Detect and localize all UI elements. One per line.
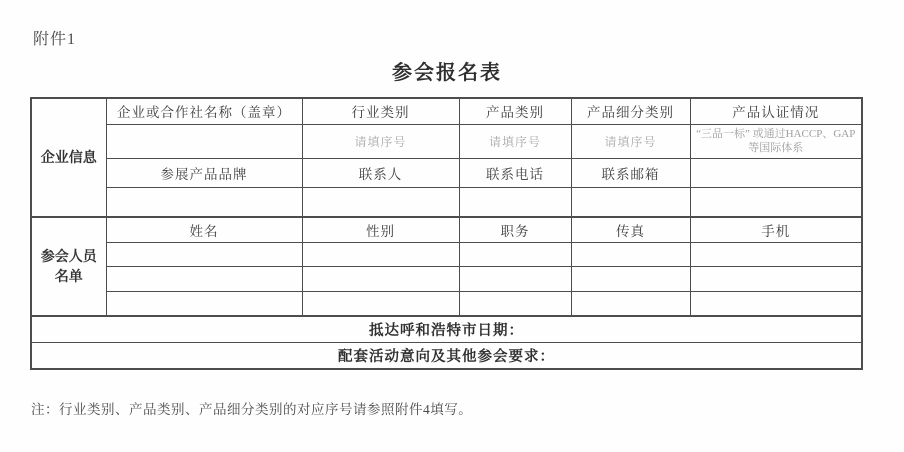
- header-product-category: 产品类别: [459, 98, 571, 124]
- input-participant1-mobile[interactable]: [690, 243, 862, 267]
- participant-row-2: [31, 267, 862, 292]
- header-participant-position: 职务: [459, 217, 571, 243]
- attachment-label: 附件1: [33, 31, 77, 48]
- section-label-participants-line2: 名单: [54, 268, 83, 285]
- form-title: 参会报名表: [392, 62, 502, 84]
- input-participant1-position[interactable]: [459, 243, 571, 267]
- input-participant3-mobile[interactable]: [690, 292, 862, 316]
- header-contact-phone: 联系电话: [459, 159, 571, 188]
- header-participant-name: 姓名: [106, 217, 302, 243]
- input-industry-category[interactable]: 请填序号: [302, 124, 459, 159]
- header-contact-person: 联系人: [302, 159, 459, 188]
- input-product-subdivision[interactable]: 请填序号: [571, 124, 690, 159]
- registration-form-table: [30, 97, 863, 370]
- input-participant3-name[interactable]: [106, 292, 302, 316]
- header-participant-mobile: 手机: [690, 217, 862, 243]
- input-contact-phone[interactable]: [459, 188, 571, 217]
- header-industry-category: 行业类别: [302, 98, 459, 124]
- footnote: 注：行业类别、产品类别、产品细分类别的对应序号请参照附件4填写。: [31, 402, 473, 417]
- input-product-category[interactable]: 请填序号: [459, 124, 571, 159]
- header-participant-gender: 性别: [302, 217, 459, 243]
- header-participant-fax: 传真: [571, 217, 690, 243]
- input-participant1-gender[interactable]: [302, 243, 459, 267]
- input-contact-person[interactable]: [302, 188, 459, 217]
- header-exhibit-brand: 参展产品品牌: [106, 159, 302, 188]
- participant-row-1: [31, 243, 862, 267]
- input-participant2-position[interactable]: [459, 267, 571, 292]
- input-exhibit-brand[interactable]: [106, 188, 302, 217]
- input-arrival-date[interactable]: 抵达呼和浩特市日期：: [31, 316, 862, 343]
- section-label-participants-line1: 参会人员: [40, 247, 97, 264]
- input-product-certification[interactable]: “三品一标” 或通过HACCP、GAP等国际体系: [690, 124, 862, 159]
- header-product-certification: 产品认证情况: [690, 98, 862, 124]
- input-participant2-mobile[interactable]: [690, 267, 862, 292]
- input-participant3-fax[interactable]: [571, 292, 690, 316]
- input-participant2-gender[interactable]: [302, 267, 459, 292]
- input-contact-email[interactable]: [571, 188, 690, 217]
- input-other-requests[interactable]: 配套活动意向及其他参会要求：: [31, 342, 862, 369]
- header-contact-email: 联系邮箱: [571, 159, 690, 188]
- header-company-name: 企业或合作社名称（盖章）: [106, 98, 302, 124]
- participant-row-3: [31, 292, 862, 316]
- input-certification-detail[interactable]: [690, 188, 862, 217]
- input-participant3-gender[interactable]: [302, 292, 459, 316]
- header-product-subdivision: 产品细分类别: [571, 98, 690, 124]
- input-participant1-name[interactable]: [106, 243, 302, 267]
- input-participant3-position[interactable]: [459, 292, 571, 316]
- input-participant2-fax[interactable]: [571, 267, 690, 292]
- input-participant1-fax[interactable]: [571, 243, 690, 267]
- section-label-enterprise-info: 企业信息: [31, 98, 106, 217]
- input-participant2-name[interactable]: [106, 267, 302, 292]
- cell-certification-blank: [690, 159, 862, 188]
- section-label-participants: [31, 217, 106, 316]
- input-company-name[interactable]: [106, 124, 302, 159]
